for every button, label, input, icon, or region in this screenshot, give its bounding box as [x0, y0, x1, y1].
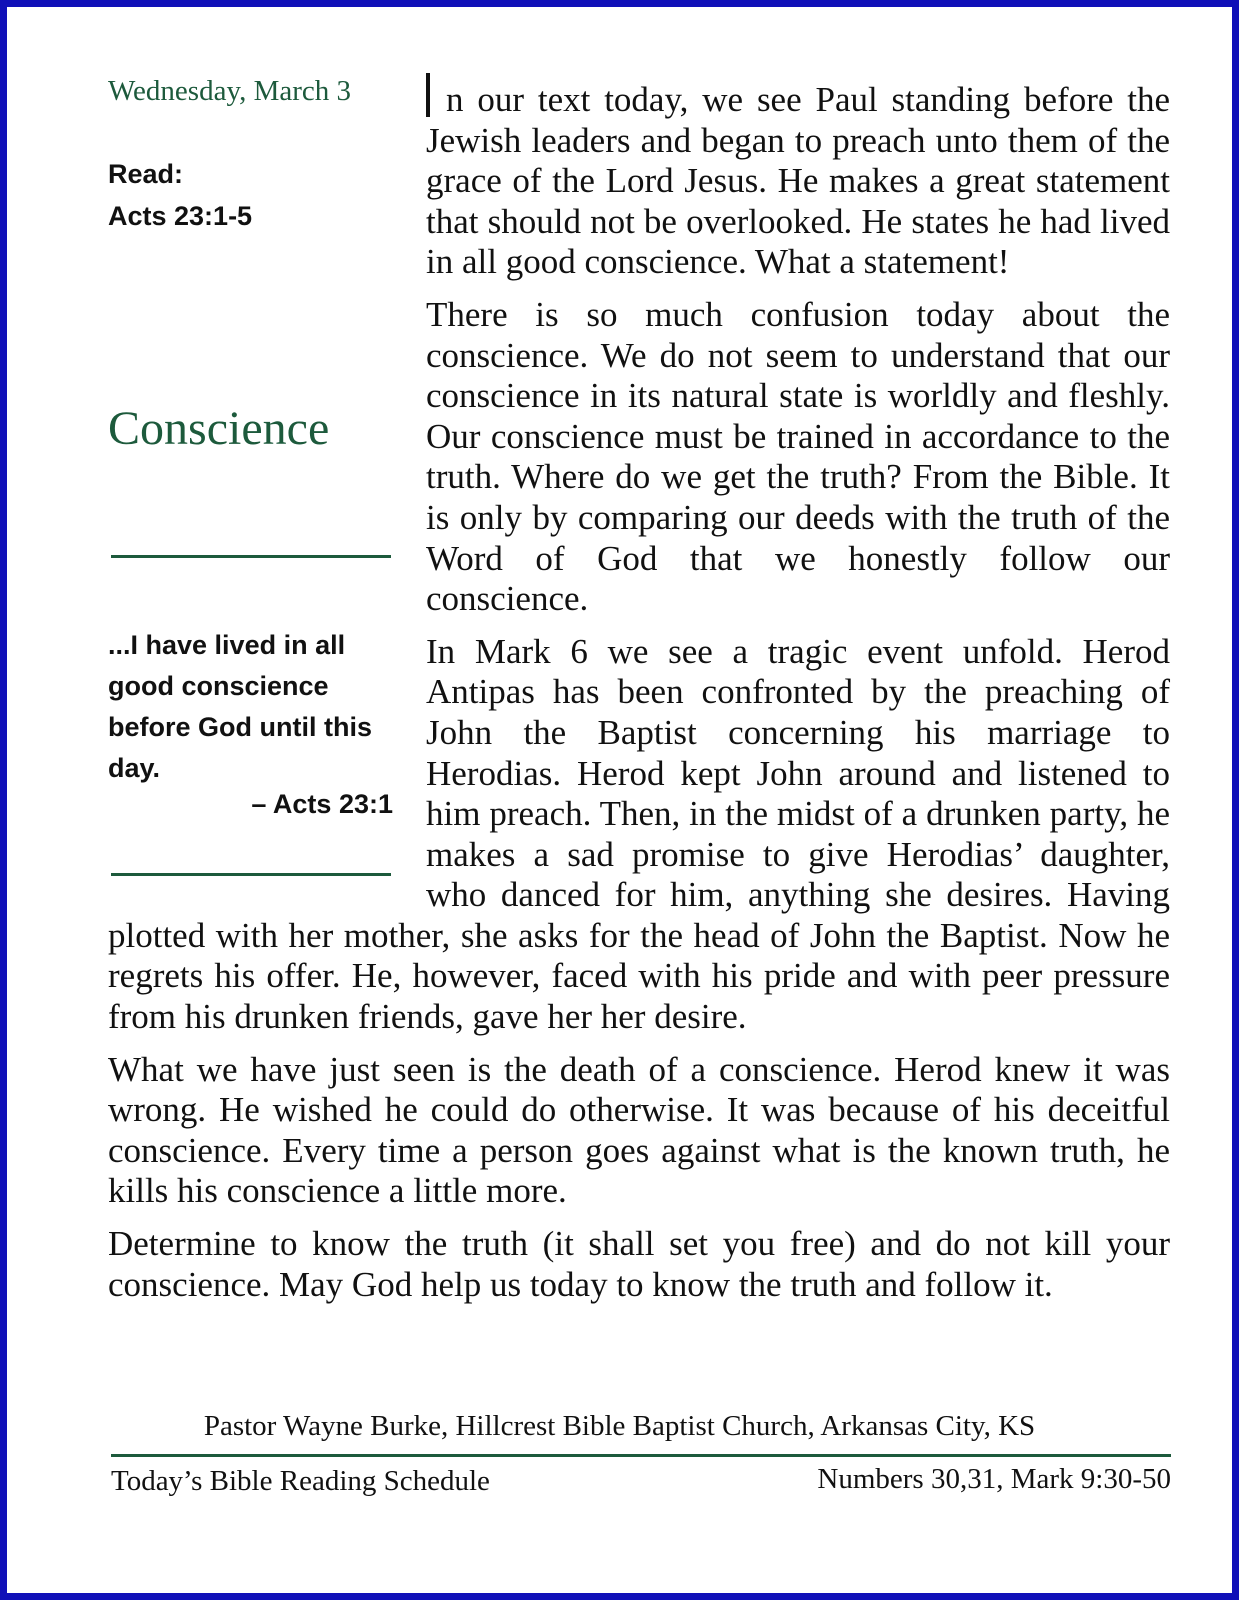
- body-paragraph-5: Determine to know the truth (it shall set you free) and do not kill your conscience. May God help us today to know the truth and follow it.: [108, 1224, 1170, 1304]
- key-verse-text: ...I have lived in all good conscience before God until this day.: [108, 630, 372, 783]
- key-verse-reference: – Acts 23:1: [251, 789, 393, 819]
- schedule-references: Numbers 30,31, Mark 9:30-50: [817, 1463, 1171, 1495]
- body-paragraph-3: In Mark 6 we see a tragic event unfold. Herod Antipas has been confronted by the preaching of John the Baptist concerning his marriage to Herodias. Herod kept John around and listened to him preach. Then, in the midst of a drunken party, he makes a sad promise to give Herodias’ daughter, who danced for him, anything she desires. Having plotted with her mother, she asks for the head of John the Baptist. Now he regrets his offer. He, however, faced with his pride and with peer pressure from his drunken friends, gave her her desire.: [108, 631, 1170, 1037]
- page-title: Conscience: [108, 402, 330, 455]
- body-paragraph-1: n our text today, we see Paul standing before the Jewish leaders and began to preach unto them of the grace of the Lord Jesus. He makes a great statement that should not be overlooked. He states he had lived in all good conscience. What a statement!: [108, 73, 1170, 283]
- footer-divider: [111, 1454, 1171, 1457]
- schedule-label: Today’s Bible Reading Schedule: [111, 1465, 490, 1497]
- read-reference: Acts 23:1-5: [108, 201, 253, 231]
- read-label: Read:: [108, 159, 184, 189]
- author-credit: Pastor Wayne Burke, Hillcrest Bible Baptist Church, Arkansas City, KS: [203, 1410, 1036, 1442]
- body-paragraph-2: There is so much confusion today about the conscience. We do not seem to understand that our conscience in its natural state is worldly and fleshly. Our conscience must be trained in accordance to the truth. Where do we get the truth? From the Bible. It is only by comparing our deeds with the truth of the Word of God that we honestly follow our conscience.: [426, 294, 1170, 619]
- body-paragraph-4: What we have just seen is the death of a conscience. Herod knew it was wrong. He wished he could do otherwise. It was because of his deceitful conscience. Every time a person goes against what is the known truth, he kills his conscience a little more.: [108, 1049, 1170, 1211]
- devotional-date: Wednesday, March 3: [108, 75, 352, 107]
- sidebar-spacer: [108, 73, 426, 885]
- devotional-body: [108, 73, 1170, 1317]
- drop-cap-letter: [426, 73, 430, 117]
